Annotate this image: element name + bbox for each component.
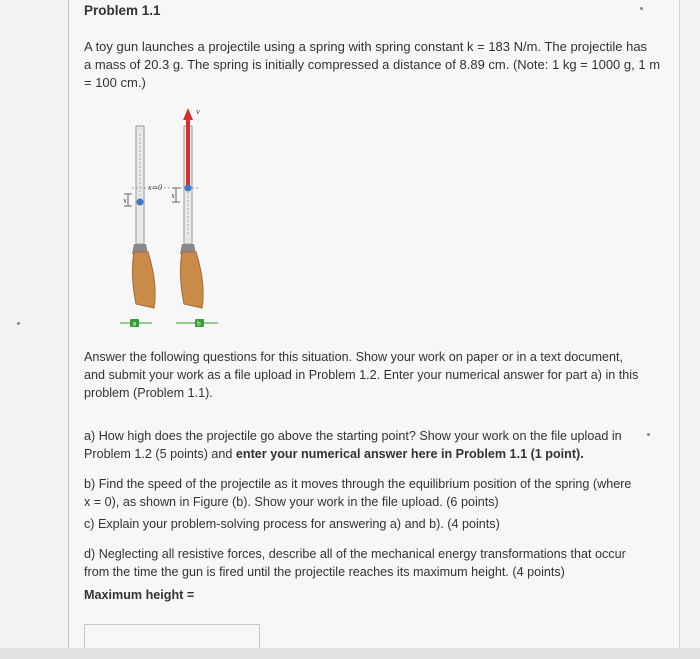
question-a: [84, 427, 659, 463]
question-b-line: b) Find the speed of the projectile as it moves through the equilibrium position of the spring (where: [84, 477, 632, 491]
bottom-bar: [0, 648, 700, 659]
label-a: a: [132, 320, 137, 328]
x-label-b: x: [171, 192, 175, 200]
instructions-line: and submit your work as a file upload in Problem 1.2. Enter your numerical answer for part a) in this: [84, 368, 639, 382]
question-d: [84, 545, 659, 581]
stock-b: [180, 252, 203, 308]
question-a-text: Problem 1.2 (5 points) and: [84, 447, 236, 461]
intro-line: A toy gun launches a projectile using a spring with spring constant k = 183 N/m. The projectile has: [84, 39, 648, 54]
gun-a: [120, 126, 155, 328]
instructions-line: problem (Problem 1.1).: [84, 386, 213, 400]
decorative-dot: [17, 322, 20, 325]
gun-b: [171, 108, 218, 328]
question-c: [84, 515, 659, 533]
decorative-dot: [640, 7, 643, 10]
question-a-line: [84, 445, 659, 463]
problem-title: Problem 1.1: [84, 3, 161, 18]
question-c-line: c) Explain your problem-solving process for answering a) and b). (4 points): [84, 517, 500, 531]
answer-instructions: [84, 348, 659, 402]
question-a-emphasis: enter your numerical answer here in Problem 1.1 (1 point).: [235, 447, 584, 461]
question-d-line: from the time the gun is fired until the projectile reaches its maximum height. (4 points): [84, 565, 565, 579]
x0-label: x=0: [148, 184, 163, 192]
intro-line: a mass of 20.3 g. The spring is initially compressed a distance of 8.89 cm. (Note: 1 kg = 1000 g, 1 m: [84, 57, 661, 72]
maximum-height-label: Maximum height =: [84, 588, 195, 602]
instructions-line: Answer the following questions for this situation. Show your work on paper or in a text document,: [84, 350, 624, 364]
question-d-line: d) Neglecting all resistive forces, describe all of the mechanical energy transformations that occur: [84, 547, 626, 561]
x-label-a: x: [123, 197, 127, 205]
projectile-b: [185, 185, 192, 192]
question-b: [84, 475, 659, 511]
toy-gun-figure: [112, 104, 232, 336]
intro-line: = 100 cm.): [84, 75, 146, 90]
stock-a: [132, 252, 155, 308]
question-a-line: a) How high does the projectile go above the starting point? Show your work on the file upload in: [84, 429, 622, 443]
velocity-arrowhead: [183, 108, 193, 120]
label-b: b: [197, 320, 201, 328]
v-label: v: [196, 108, 200, 116]
question-b-line: x = 0), as shown in Figure (b). Show your work in the file upload. (6 points): [84, 495, 499, 509]
projectile-a: [137, 199, 144, 206]
problem-intro: [84, 38, 669, 92]
